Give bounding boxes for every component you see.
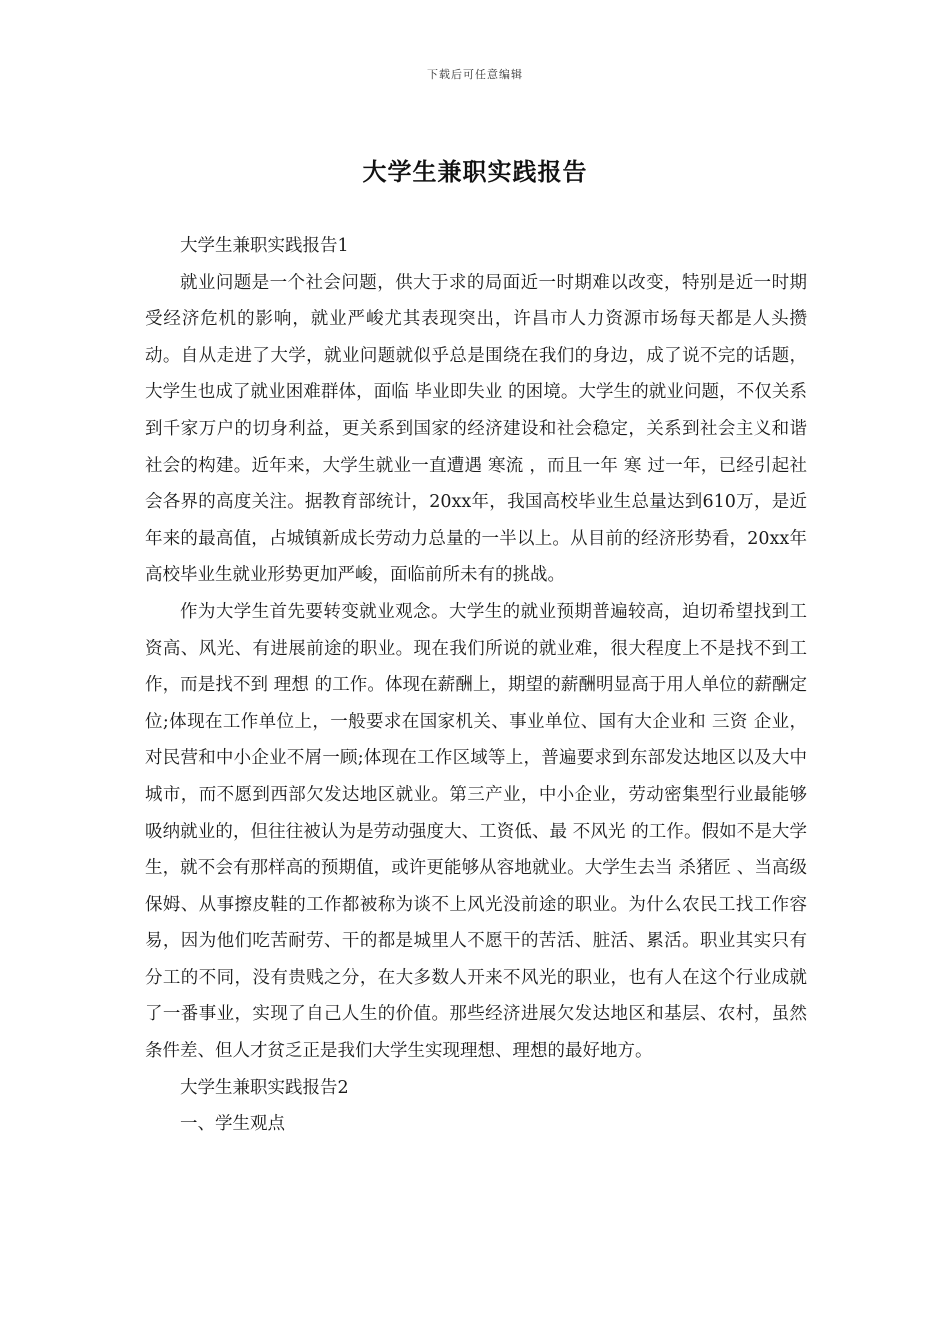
paragraph: 作为大学生首先要转变就业观念。大学生的就业预期普遍较高，迫切希望找到工资高、风光、有进展前途的职业。现在我们所说的就业难，很大程度上不是找不到工作，而是找不到 理想 的工作。体现在薪酬上，期望的薪酬明显高于用人单位的薪酬定位;体现在工作单位上，一般要求在国家机关、事业单位、国有大企业和 三资 企业，对民营和中小企业不屑一顾;体现在工作区域等上，普遍要求到东部发达地区以及大中城市，而不愿到西部欠发达地区就业。第三产业，中小企业，劳动密集型行业最能够吸纳就业的，但往往被认为是劳动强度大、工资低、最 不风光 的工作。假如不是大学生，就不会有那样高的预期值，或许更能够从容地就业。大学生去当 杀猪匠 、当高级保姆、从事擦皮鞋的工作都被称为谈不上风光没前途的职业。为什么农民工找工作容易，因为他们吃苦耐劳、干的都是城里人不愿干的苦活、脏活、累活。职业其实只有分工的不同，没有贵贱之分，在大多数人开来不风光的职业，也有人在这个行业成就了一番事业，实现了自己人生的价值。那些经济进展欠发达地区和基层、农村，虽然条件差、但人才贫乏正是我们大学生实现理想、理想的最好地方。	[145, 601, 807, 1062]
subsection-heading: 一、学生观点	[180, 1114, 285, 1135]
header-note: 下载后可任意编辑	[427, 68, 523, 81]
section-heading-2: 大学生兼职实践报告2	[180, 1077, 349, 1098]
document-title: 大学生兼职实践报告	[362, 157, 588, 186]
paragraph: 就业问题是一个社会问题，供大于求的局面近一时期难以改变，特别是近一时期受经济危机的影响，就业严峻尤其表现突出，许昌市人力资源市场每天都是人头攒动。自从走进了大学，就业问题就似乎总是围绕在我们的身边，成了说不完的话题，大学生也成了就业困难群体，面临 毕业即失业 的困境。大学生的就业问题，不仅关系到千家万户的切身利益，更关系到国家的经济建设和社会稳定，关系到社会主义和谐社会的构建。近年来，大学生就业一直遭遇 寒流 ，而且一年 寒 过一年，已经引起社会各界的高度关注。据教育部统计，20xx年，我国高校毕业生总量达到610万，是近年来的最高值，占城镇新成长劳动力总量的一半以上。从目前的经济形势看，20xx年高校毕业生就业形势更加严峻，面临前所未有的挑战。	[145, 272, 807, 586]
document-body	[145, 228, 807, 1143]
section-heading-1: 大学生兼职实践报告1	[180, 236, 349, 256]
